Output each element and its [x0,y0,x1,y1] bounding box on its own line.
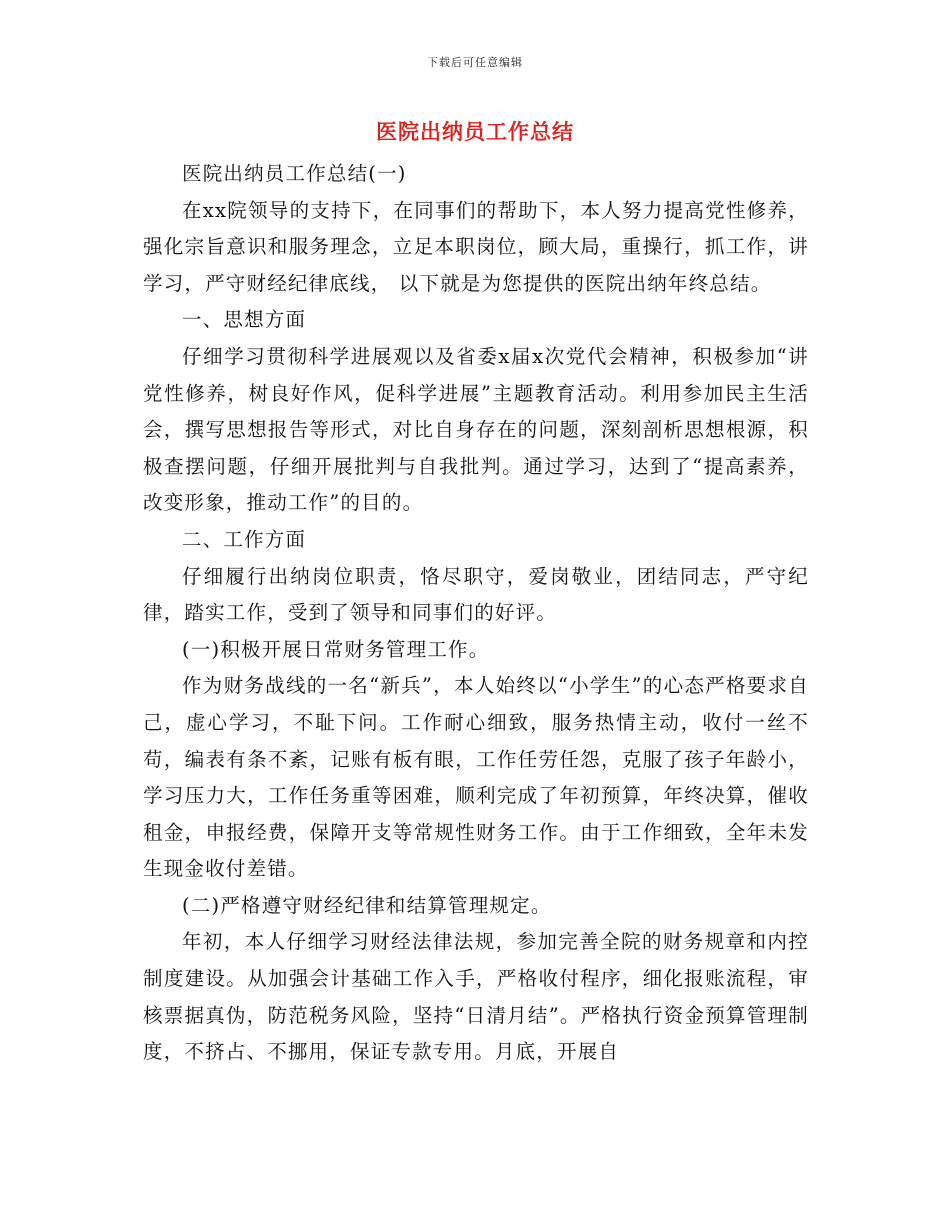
intro-paragraph: 在xx院领导的支持下，在同事们的帮助下，本人努力提高党性修养，强化宗旨意识和服务理念，立足本职岗位，顾大局，重操行，抓工作，讲学习，严守财经纪律底线， 以下就是为您提供的医院出纳年终总结。 [143,198,809,295]
subheading-discipline: (二)严格遵守财经纪律和结算管理规定。 [182,893,552,917]
subheading-daily-finance: (一)积极开展日常财务管理工作。 [182,637,490,661]
document-title: 医院出纳员工作总结 [376,119,574,144]
discipline-paragraph: 年初，本人仔细学习财经法律法规，参加完善全院的财务规章和内控制度建设。从加强会计基础工作入手，严格收付程序，细化报账流程，审核票据真伪，防范税务风险，坚持“日清月结”。严格执行资金预算管理制度，不挤占、不挪用，保证专款专用。月底，开展自 [143,930,809,1064]
thought-paragraph: 仔细学习贯彻科学进展观以及省委x届x次党代会精神，积极参加“讲党性修养，树良好作风，促科学进展”主题教育活动。利用参加民主生活会，撰写思想报告等形式，对比自身存在的问题，深刻剖析思想根源，积极查摆问题，仔细开展批判与自我批判。通过学习，达到了“提高素养，改变形象，推动工作”的目的。 [143,344,809,515]
heading-work: 二、工作方面 [182,527,307,551]
heading-thought: 一、思想方面 [182,308,307,332]
work-paragraph: 仔细履行出纳岗位职责，恪尽职守，爱岗敬业，团结同志，严守纪律，踏实工作，受到了领导和同事们的好评。 [143,564,809,625]
document-body [143,156,809,1071]
section-subtitle: 医院出纳员工作总结(一) [182,162,407,185]
daily-finance-paragraph: 作为财务战线的一名“新兵”，本人始终以“小学生”的心态严格要求自己，虚心学习，不耻下问。工作耐心细致，服务热情主动，收付一丝不苟，编表有条不紊，记账有板有眼，工作任劳任怨，克服了孩子年龄小，学习压力大，工作任务重等困难，顺利完成了年初预算，年终决算，催收租金，申报经费，保障开支等常规性财务工作。由于工作细致，全年未发生现金收付差错。 [143,674,809,881]
header-note: 下载后可任意编辑 [427,56,523,69]
